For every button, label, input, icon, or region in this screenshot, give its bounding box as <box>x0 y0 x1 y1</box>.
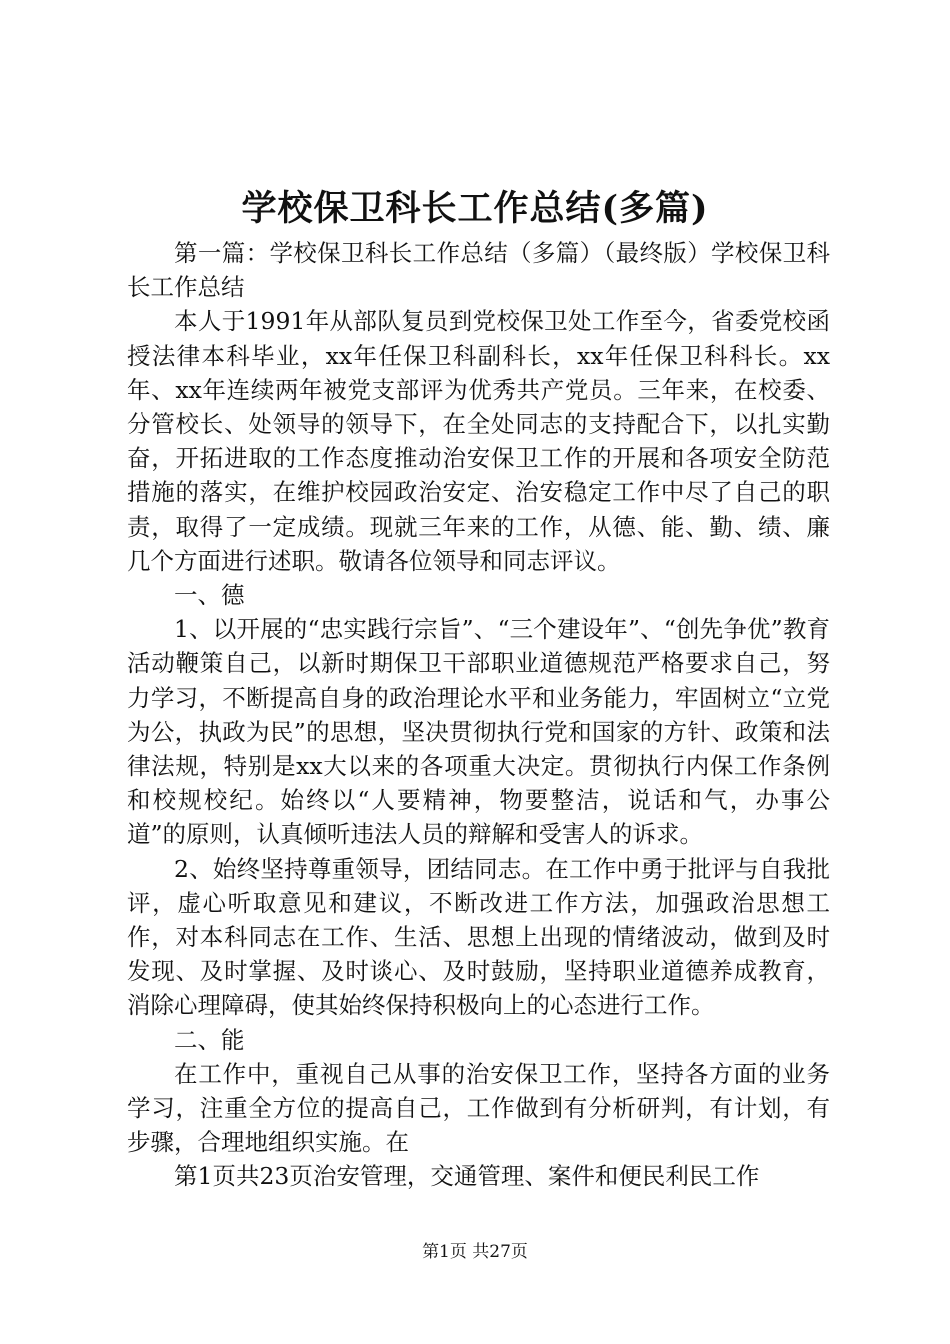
paragraph-virtue-1: 1、以开展的“忠实践行宗旨”、“三个建设年”、“创先争优”教育活动鞭策自己，以新时期保卫干部职业道德规范严格要求自己，努力学习，不断提高自身的政治理论水平和业务能力，牢固树立“立党为公，执政为民”的思想，坚决贯彻执行党和国家的方针、政策和法律法规，特别是xx大以来的各项重大决定。贯彻执行内保工作条例和校规校纪。始终以“人要精神，物要整洁，说话和气，办事公道”的原则，认真倾听违法人员的辩解和受害人的诉求。 <box>127 615 830 849</box>
paragraph-section-heading: 第一篇：学校保卫科长工作总结（多篇）（最终版）学校保卫科长工作总结 <box>127 239 830 302</box>
page-footer: 第1页 共27页 <box>422 1242 528 1262</box>
paragraph-introduction: 本人于1991年从部队复员到党校保卫处工作至今，省委党校函授法律本科毕业，xx年任保卫科副科长，xx年任保卫科科长。xx年、xx年连续两年被党支部评为优秀共产党员。三年来，在校委、分管校长、处领导的领导下，在全处同志的支持配合下，以扎实勤奋，开拓进取的工作态度推动治安保卫工作的开展和各项安全防范措施的落实，在维护校园政治安定、治安稳定工作中尽了自己的职责，取得了一定成绩。现就三年来的工作，从德、能、勤、绩、廉几个方面进行述职。敬请各位领导和同志评议。 <box>127 307 830 575</box>
heading-virtue: 一、德 <box>174 581 245 610</box>
document-title: 学校保卫科长工作总结(多篇) <box>241 188 709 229</box>
paragraph-continuation: 第1页共23页治安管理，交通管理、案件和便民利民工作 <box>174 1162 760 1191</box>
paragraph-virtue-2: 2、始终坚持尊重领导，团结同志。在工作中勇于批评与自我批评，虚心听取意见和建议，不断改进工作方法，加强政治思想工作，对本科同志在工作、生活、思想上出现的情绪波动，做到及时发现、及时掌握、及时谈心、及时鼓励，坚持职业道德养成教育，消除心理障碍，使其始终保持积极向上的心态进行工作。 <box>127 854 830 1020</box>
paragraph-ability: 在工作中，重视自己从事的治安保卫工作，坚持各方面的业务学习，注重全方位的提高自己，工作做到有分析研判，有计划，有步骤，合理地组织实施。在 <box>127 1059 830 1157</box>
document-body <box>127 236 830 1194</box>
heading-ability: 二、能 <box>174 1025 245 1054</box>
